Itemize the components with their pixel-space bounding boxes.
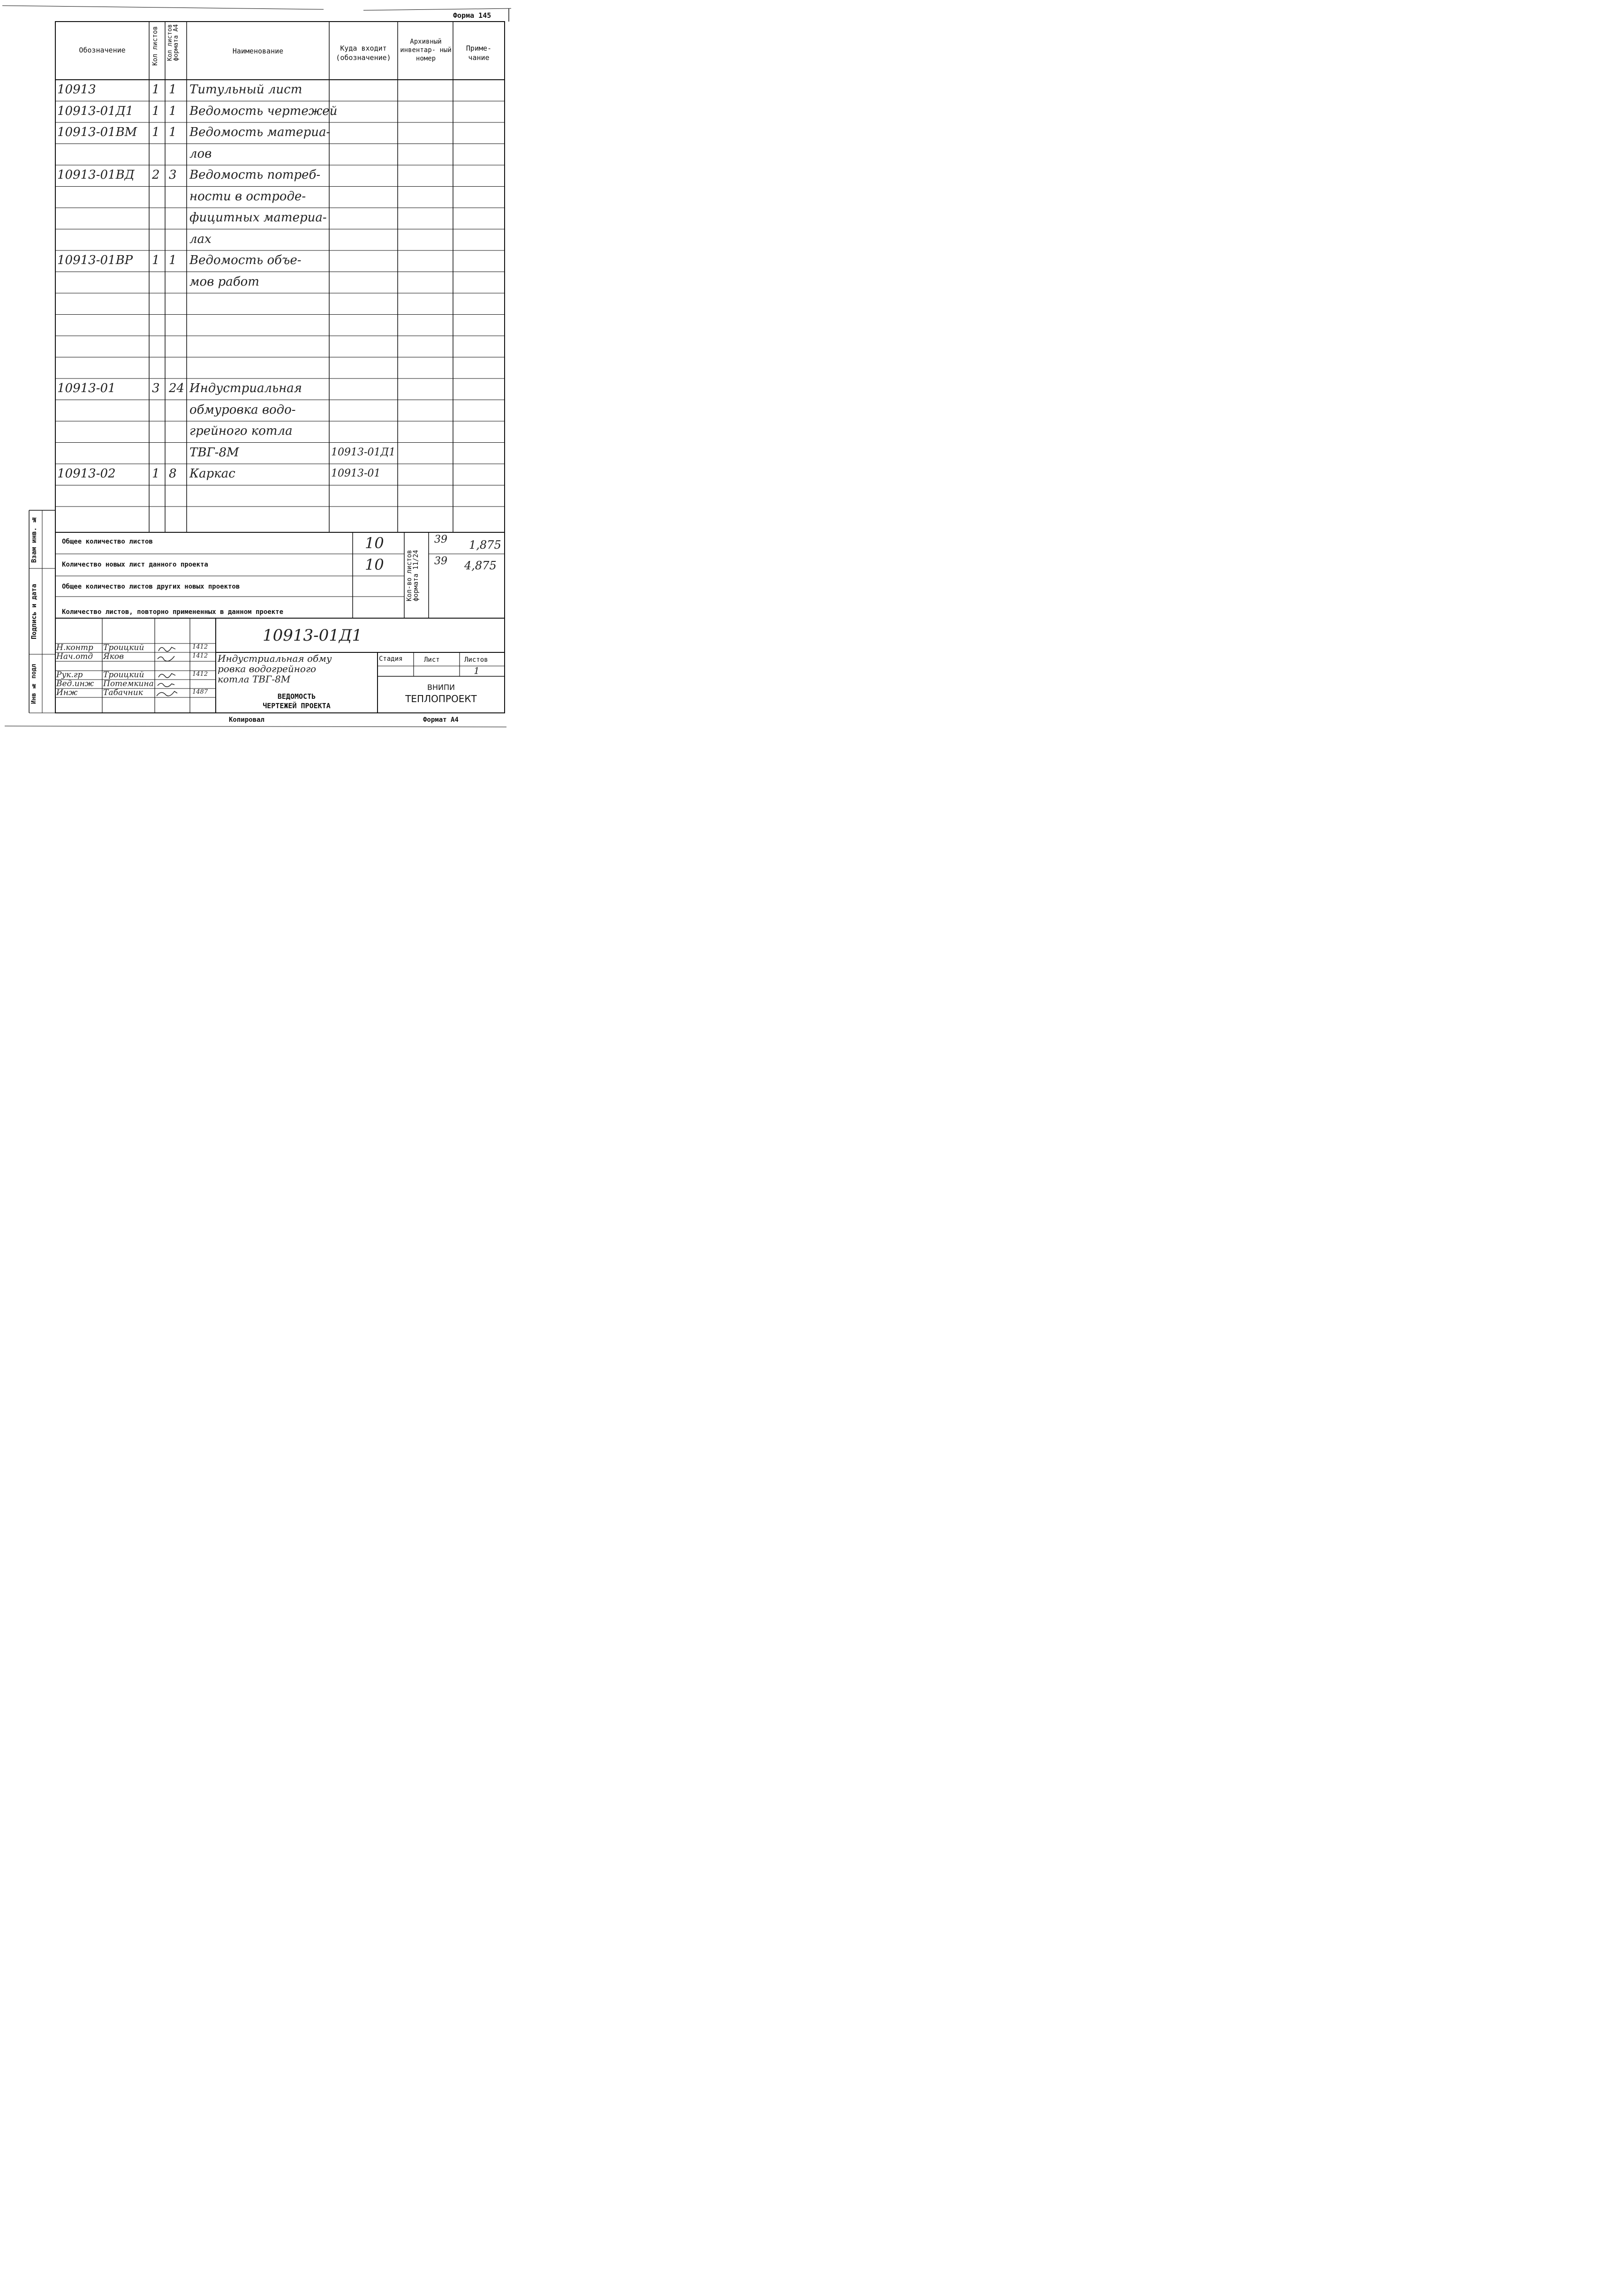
row-name-line: Ведомость материа- bbox=[189, 125, 331, 139]
row-name-line: мов работ bbox=[189, 274, 259, 289]
row-name-line: обмуровка водо- bbox=[189, 402, 296, 417]
stamp-swap-inv: Взам инв. № bbox=[30, 515, 38, 563]
row-designation: 10913-01ВД bbox=[57, 168, 135, 182]
row-name-line: Ведомость чертежей bbox=[189, 104, 338, 118]
row-name-line: ТВГ-8М bbox=[189, 445, 239, 460]
row-name-line: Индустриальная bbox=[189, 381, 302, 395]
footer-copied: Копировал bbox=[229, 716, 264, 724]
sig-role: Инж bbox=[56, 688, 78, 697]
header-sheets-a4: Кол листов формата А4 bbox=[166, 24, 180, 61]
row-designation: 10913-01ВР bbox=[57, 253, 133, 267]
summary-a4-label: Кол-во листов формата 11/24 bbox=[406, 550, 420, 601]
row-designation: 10913-02 bbox=[57, 467, 116, 481]
row-sheets-a4: 1 bbox=[169, 253, 177, 267]
header-sheets: Кол листов bbox=[151, 26, 159, 66]
footer-format: Формат А4 bbox=[423, 716, 459, 724]
stamp-sign-date: Подпись и дата bbox=[30, 584, 38, 640]
summary-reused-label: Количество листов, повторно примененных в данном проекте bbox=[62, 608, 284, 616]
summary-a4-total-ratio: 1,875 bbox=[469, 538, 501, 552]
title-block-handwritten-1: Индустриальная обму bbox=[218, 653, 332, 664]
row-name-line: лов bbox=[189, 146, 212, 161]
row-sheets-a4: 3 bbox=[169, 168, 177, 182]
summary-total-label: Общее количество листов bbox=[62, 538, 153, 545]
row-designation: 10913 bbox=[57, 83, 96, 97]
header-designation: Обозначение bbox=[79, 46, 126, 54]
row-sheets-a4: 24 bbox=[169, 381, 185, 395]
sheets-count-label: Листов bbox=[464, 656, 488, 664]
title-block-printed-2: ЧЕРТЕЖЕЙ ПРОЕКТА bbox=[263, 702, 331, 710]
row-name-line: Ведомость потреб- bbox=[189, 168, 321, 182]
header-name: Наименование bbox=[232, 47, 284, 55]
row-sheets: 1 bbox=[152, 104, 160, 118]
row-sheets-a4: 8 bbox=[169, 467, 177, 481]
row-name-line: Ведомость объе- bbox=[189, 253, 302, 267]
summary-other-label: Общее количество листов других новых проектов bbox=[62, 583, 240, 590]
sheets-count-value: 1 bbox=[474, 665, 480, 676]
stamp-inv-original: Инв № подл bbox=[30, 664, 38, 704]
header-where-used: Куда входит (обозначение) bbox=[336, 44, 391, 62]
sig-name: Троицкий bbox=[103, 670, 144, 680]
sheet-label: Лист bbox=[424, 656, 440, 664]
row-where-used: 10913-01 bbox=[331, 468, 381, 479]
sig-date: 1412 bbox=[192, 652, 208, 659]
sig-date: 1487 bbox=[192, 689, 208, 696]
summary-new-value: 10 bbox=[365, 556, 384, 574]
summary-a4-new-ratio: 4,875 bbox=[464, 559, 497, 572]
row-sheets-a4: 1 bbox=[169, 83, 177, 97]
row-sheets: 2 bbox=[152, 168, 160, 182]
row-designation: 10913-01Д1 bbox=[57, 104, 134, 118]
sig-name: Потемкина bbox=[103, 679, 154, 689]
row-name-line: Каркас bbox=[189, 467, 235, 481]
title-block-handwritten-3: котла ТВГ-8М bbox=[218, 673, 291, 685]
header-archive: Архивный инвентар- ный номер bbox=[400, 38, 452, 63]
sig-name: Троицкий bbox=[103, 643, 144, 652]
sig-name: Яков bbox=[103, 652, 124, 661]
row-name-line: лах bbox=[189, 232, 211, 246]
summary-a4-new-count: 39 bbox=[434, 555, 447, 567]
title-block-code: 10913-01Д1 bbox=[263, 626, 363, 645]
row-sheets: 1 bbox=[152, 253, 160, 267]
header-note: Приме- чание bbox=[466, 44, 492, 62]
row-name-line: грейного котла bbox=[189, 424, 293, 438]
row-sheets-a4: 1 bbox=[169, 104, 177, 118]
sig-name: Табачник bbox=[103, 688, 143, 697]
sig-role: Рук.гр bbox=[56, 670, 83, 680]
summary-total-value: 10 bbox=[365, 534, 384, 552]
form-label: Форма 145 bbox=[453, 11, 491, 20]
org-line-2: ТЕПЛОПРОЕКТ bbox=[405, 693, 477, 704]
sig-role: Н.контр bbox=[56, 643, 93, 652]
title-block-handwritten-2: ровка водогрейного bbox=[218, 663, 317, 674]
summary-a4-total-count: 39 bbox=[434, 534, 447, 545]
sig-role: Нач.отд bbox=[56, 652, 93, 661]
org-line-1: ВНИПИ bbox=[427, 683, 455, 692]
title-block-printed-1: ВЕДОМОСТЬ bbox=[277, 692, 316, 701]
row-sheets-a4: 1 bbox=[169, 125, 177, 139]
row-sheets: 3 bbox=[152, 381, 160, 395]
sig-date: 1412 bbox=[192, 643, 208, 651]
row-sheets: 1 bbox=[152, 125, 160, 139]
row-name-line: фицитных материа- bbox=[189, 211, 327, 225]
row-sheets: 1 bbox=[152, 83, 160, 97]
row-sheets: 1 bbox=[152, 467, 160, 481]
row-name-line: Титульный лист bbox=[189, 83, 302, 97]
row-name-line: ности в остроде- bbox=[189, 189, 306, 204]
summary-new-label: Количество новых лист данного проекта bbox=[62, 561, 208, 568]
row-designation: 10913-01ВМ bbox=[57, 125, 137, 139]
row-where-used: 10913-01Д1 bbox=[331, 446, 396, 458]
sig-date: 1412 bbox=[192, 671, 208, 678]
document-page bbox=[0, 0, 525, 735]
row-designation: 10913-01 bbox=[57, 381, 116, 395]
stage-label: Стадия bbox=[379, 655, 403, 663]
sig-role: Вед.инж bbox=[56, 679, 94, 689]
